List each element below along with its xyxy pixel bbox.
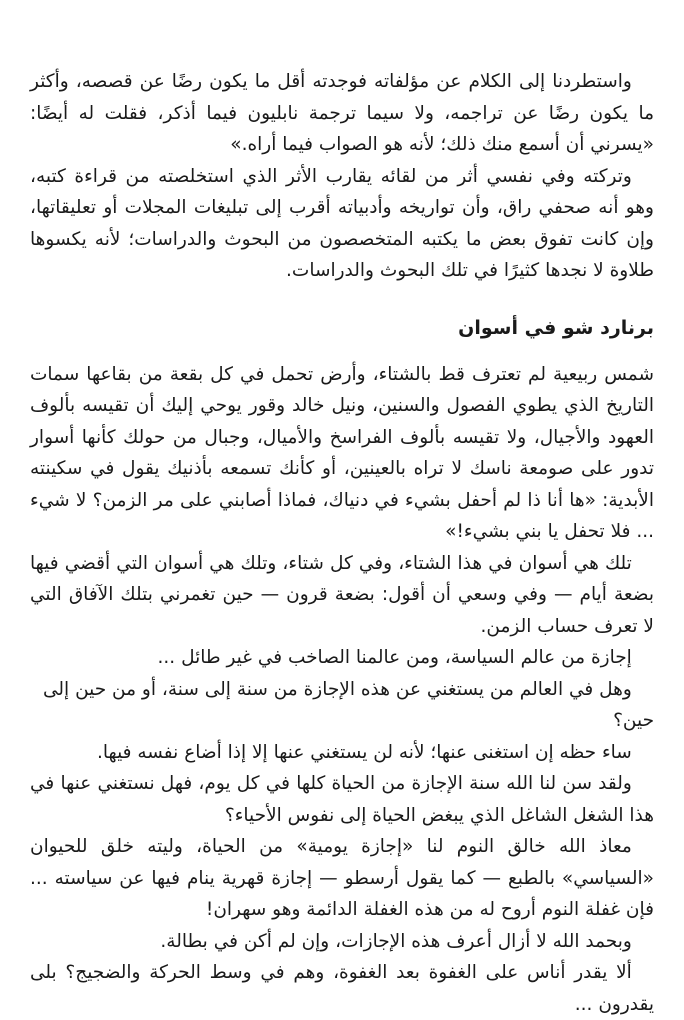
- paragraph: وبحمد الله لا أزال أعرف هذه الإجازات، وإن لم أكن في بطالة.: [160, 930, 632, 952]
- paragraph: تلك هي أسوان في هذا الشتاء، وفي كل شتاء، وتلك هي أسوان التي أقضي فيها بضعة أيام — وفي وسعي أن أقول: بضعة قرون — حين تغمرني بتلك الآفاق التي لا تعرف حساب الزمن.: [30, 552, 654, 637]
- book-page: [30, 66, 654, 1020]
- paragraph: وهل في العالم من يستغني عن هذه الإجازة من سنة إلى سنة، أو من حين إلى حين؟: [43, 678, 654, 731]
- paragraph: واستطردنا إلى الكلام عن مؤلفاته فوجدته أقل ما يكون رضًا عن قصصه، وأكثر ما يكون رضًا عن تراجمه، ولا سيما ترجمة نابليون فيما أذكر، فقلت له أيضًا: «يسرني أن أسمع منك ذلك؛ لأنه هو الصواب فيما أراه.»: [30, 71, 654, 155]
- paragraph: ألا يقدر أناس على الغفوة بعد الغفوة، وهم في وسط الحركة والضجيج؟ بلى يقدرون ...: [30, 962, 654, 1015]
- paragraph: ولقد سن لنا الله سنة الإجازة من الحياة كلها في كل يوم، فهل نستغني عنها في هذا الشغل الشاغل الذي يبغض الحياة إلى نفوس الأحياء؟: [30, 773, 654, 826]
- paragraph: إجازة من عالم السياسة، ومن عالمنا الصاخب في غير طائل ...: [157, 647, 632, 668]
- paragraph: شمس ربيعية لم تعترف قط بالشتاء، وأرض تحمل في كل بقعة من بقاعها سمات التاريخ الذي يطوي الفصول والسنين، ونيل خالد وقور يوحي إليك أن تقيسه بألوف العهود والأجيال، ولا تقيسه بألوف الفراسخ والأميال، وجبال من حولك كأنها أسوار تدور على صومعة ناسك لا تراه بالعينين، أو كأنك تسمعه بأذنيك يقول في سكينته الأبدية: «ها أنا ذا لم أحفل بشيء في دنياك، فماذا أصابني على مر الزمن؟ لا شيء ... فلا تحفل يا بني بشيء!»: [30, 363, 654, 542]
- paragraph: معاذ الله خالق النوم لنا «إجازة يومية» من الحياة، وليته خلق للحيوان «السياسي» بالطبع — كما يقول أرسطو — إجازة قهرية ينام فيها عن سياسته ... فإن غفلة النوم أروح له من هذه الغفلة الدائمة وهو سهران!: [30, 836, 654, 920]
- section-heading: برنارد شو في أسوان: [458, 316, 654, 339]
- paragraph: ساء حظه إن استغنى عنها؛ لأنه لن يستغني عنها إلا إذا أضاع نفسه فيها.: [97, 741, 632, 763]
- paragraph: وتركته وفي نفسي أثر من لقائه يقارب الأثر الذي استخلصته من قراءة كتبه، وهو أنه صحفي راق، وأن تواريخه وأدبياته أقرب إلى تبليغات المجلات أو تعليقاتها، وإن كانت تفوق بعض ما يكتبه المتخصصون من البحوث والدراسات؛ لأنه يكسوها طلاوة لا نجدها كثيرًا في تلك البحوث والدراسات.: [30, 165, 654, 281]
